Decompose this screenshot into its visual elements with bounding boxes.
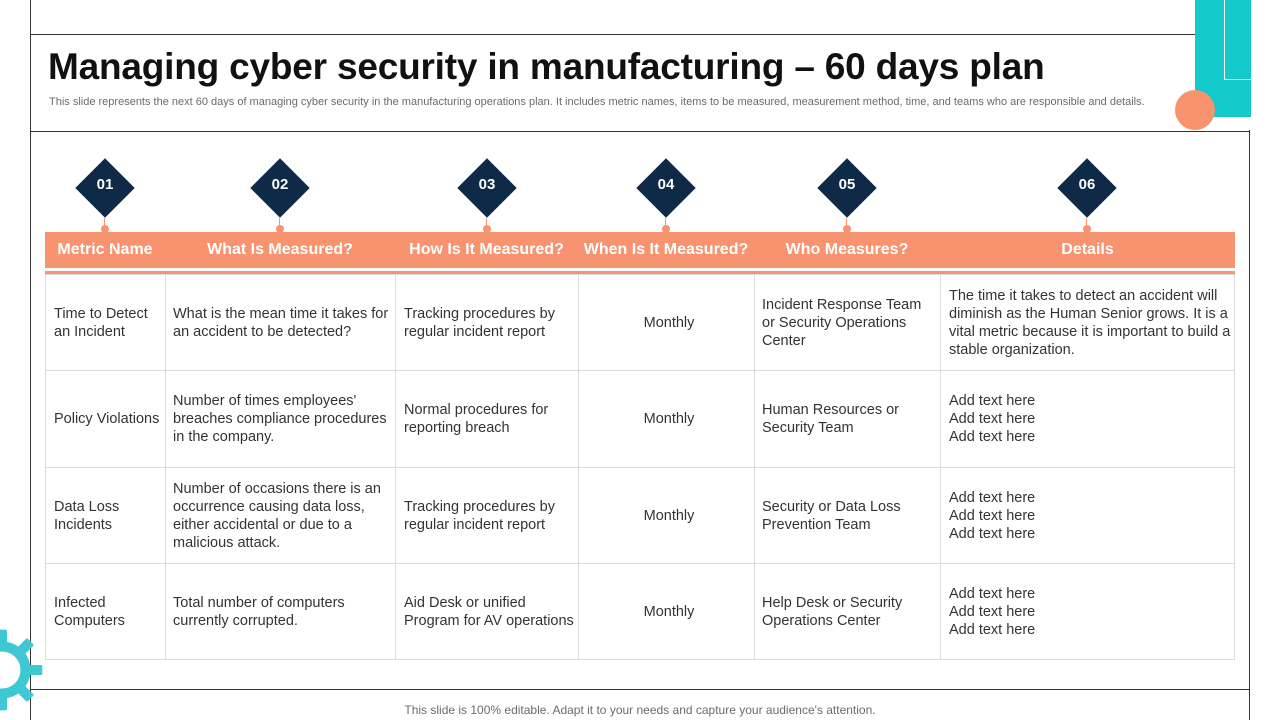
cell-when: Monthly bbox=[643, 411, 695, 427]
orange-circle-decoration bbox=[1175, 90, 1215, 130]
column-header-how: How Is It Measured? bbox=[409, 241, 564, 258]
step-number: 01 bbox=[96, 176, 114, 193]
column-header-who: Who Measures? bbox=[785, 241, 909, 258]
frame-line-bottom bbox=[30, 689, 1250, 690]
cell-details: The time it takes to detect an accident will diminish as the Human Senior grows. It is a vital metric because it is important to build a stable organization. bbox=[949, 287, 1231, 358]
step-number: 05 bbox=[838, 176, 856, 193]
cell-how: Tracking procedures by regular incident report bbox=[404, 305, 555, 340]
page-title: Managing cyber security in manufacturing – 60 days plan bbox=[48, 46, 1045, 87]
cell-metric: Infected Computers bbox=[54, 595, 125, 629]
cell-how: Normal procedures for reporting breach bbox=[404, 402, 549, 436]
step-number: 06 bbox=[1078, 176, 1096, 193]
footer-note: This slide is 100% editable. Adapt it to your needs and capture your audience's attention. bbox=[404, 703, 876, 717]
column-header-details: Details bbox=[1061, 241, 1114, 258]
teal-decoration-outline bbox=[1224, 0, 1251, 80]
frame-line-header bbox=[30, 131, 1250, 132]
cell-when: Monthly bbox=[643, 314, 695, 331]
cell-what: Total number of computers currently corrupted. bbox=[173, 595, 345, 629]
cell-details: Add text here Add text here Add text here bbox=[949, 489, 1036, 542]
column-header-when: When Is It Measured? bbox=[583, 241, 749, 258]
cell-metric: Time to Detect an Incident bbox=[54, 305, 148, 340]
cell-how: Aid Desk or unified Program for AV operations bbox=[404, 595, 574, 629]
cell-metric: Policy Violations bbox=[54, 411, 160, 427]
cell-when: Monthly bbox=[643, 604, 695, 620]
step-marker-4 bbox=[636, 158, 696, 234]
cell-who: Security or Data Loss Prevention Team bbox=[762, 498, 901, 533]
column-header-metric: Metric Name bbox=[57, 241, 153, 258]
step-number: 02 bbox=[271, 176, 289, 193]
cell-who: Human Resources or Security Team bbox=[762, 402, 899, 436]
frame-line-left bbox=[30, 0, 31, 720]
cell-who: Help Desk or Security Operations Center bbox=[762, 595, 903, 629]
step-marker-3 bbox=[457, 158, 517, 234]
step-marker-6 bbox=[1057, 158, 1117, 234]
cell-how: Tracking procedures by regular incident report bbox=[404, 498, 555, 533]
frame-line-right bbox=[1249, 130, 1250, 720]
cell-metric: Data Loss Incidents bbox=[54, 498, 120, 533]
page-subtitle: This slide represents the next 60 days of managing cyber security in the manufacturing operations plan. It includes metric names, items to be measured, measurement method, time, and teams who are responsible and details. bbox=[49, 96, 1145, 108]
cell-what: What is the mean time it takes for an accident to be detected? bbox=[173, 305, 389, 340]
cell-what: Number of occasions there is an occurrence causing data loss, either accidental or due to a malicious attack. bbox=[173, 480, 381, 551]
column-header-what: What Is Measured? bbox=[207, 241, 353, 258]
step-number: 03 bbox=[478, 176, 496, 193]
cell-details: Add text here Add text here Add text here bbox=[949, 393, 1036, 445]
cell-details: Add text here Add text here Add text here bbox=[949, 586, 1036, 638]
gear-icon bbox=[0, 628, 44, 712]
step-marker-5 bbox=[817, 158, 877, 234]
cell-who: Incident Response Team or Security Operations Center bbox=[762, 296, 922, 349]
step-number: 04 bbox=[657, 176, 675, 193]
cell-when: Monthly bbox=[643, 507, 695, 524]
step-marker-2 bbox=[250, 158, 310, 234]
frame-line-top bbox=[30, 34, 1195, 35]
cell-what: Number of times employees' breaches compliance procedures in the company. bbox=[173, 393, 387, 445]
step-marker-1 bbox=[75, 158, 135, 234]
